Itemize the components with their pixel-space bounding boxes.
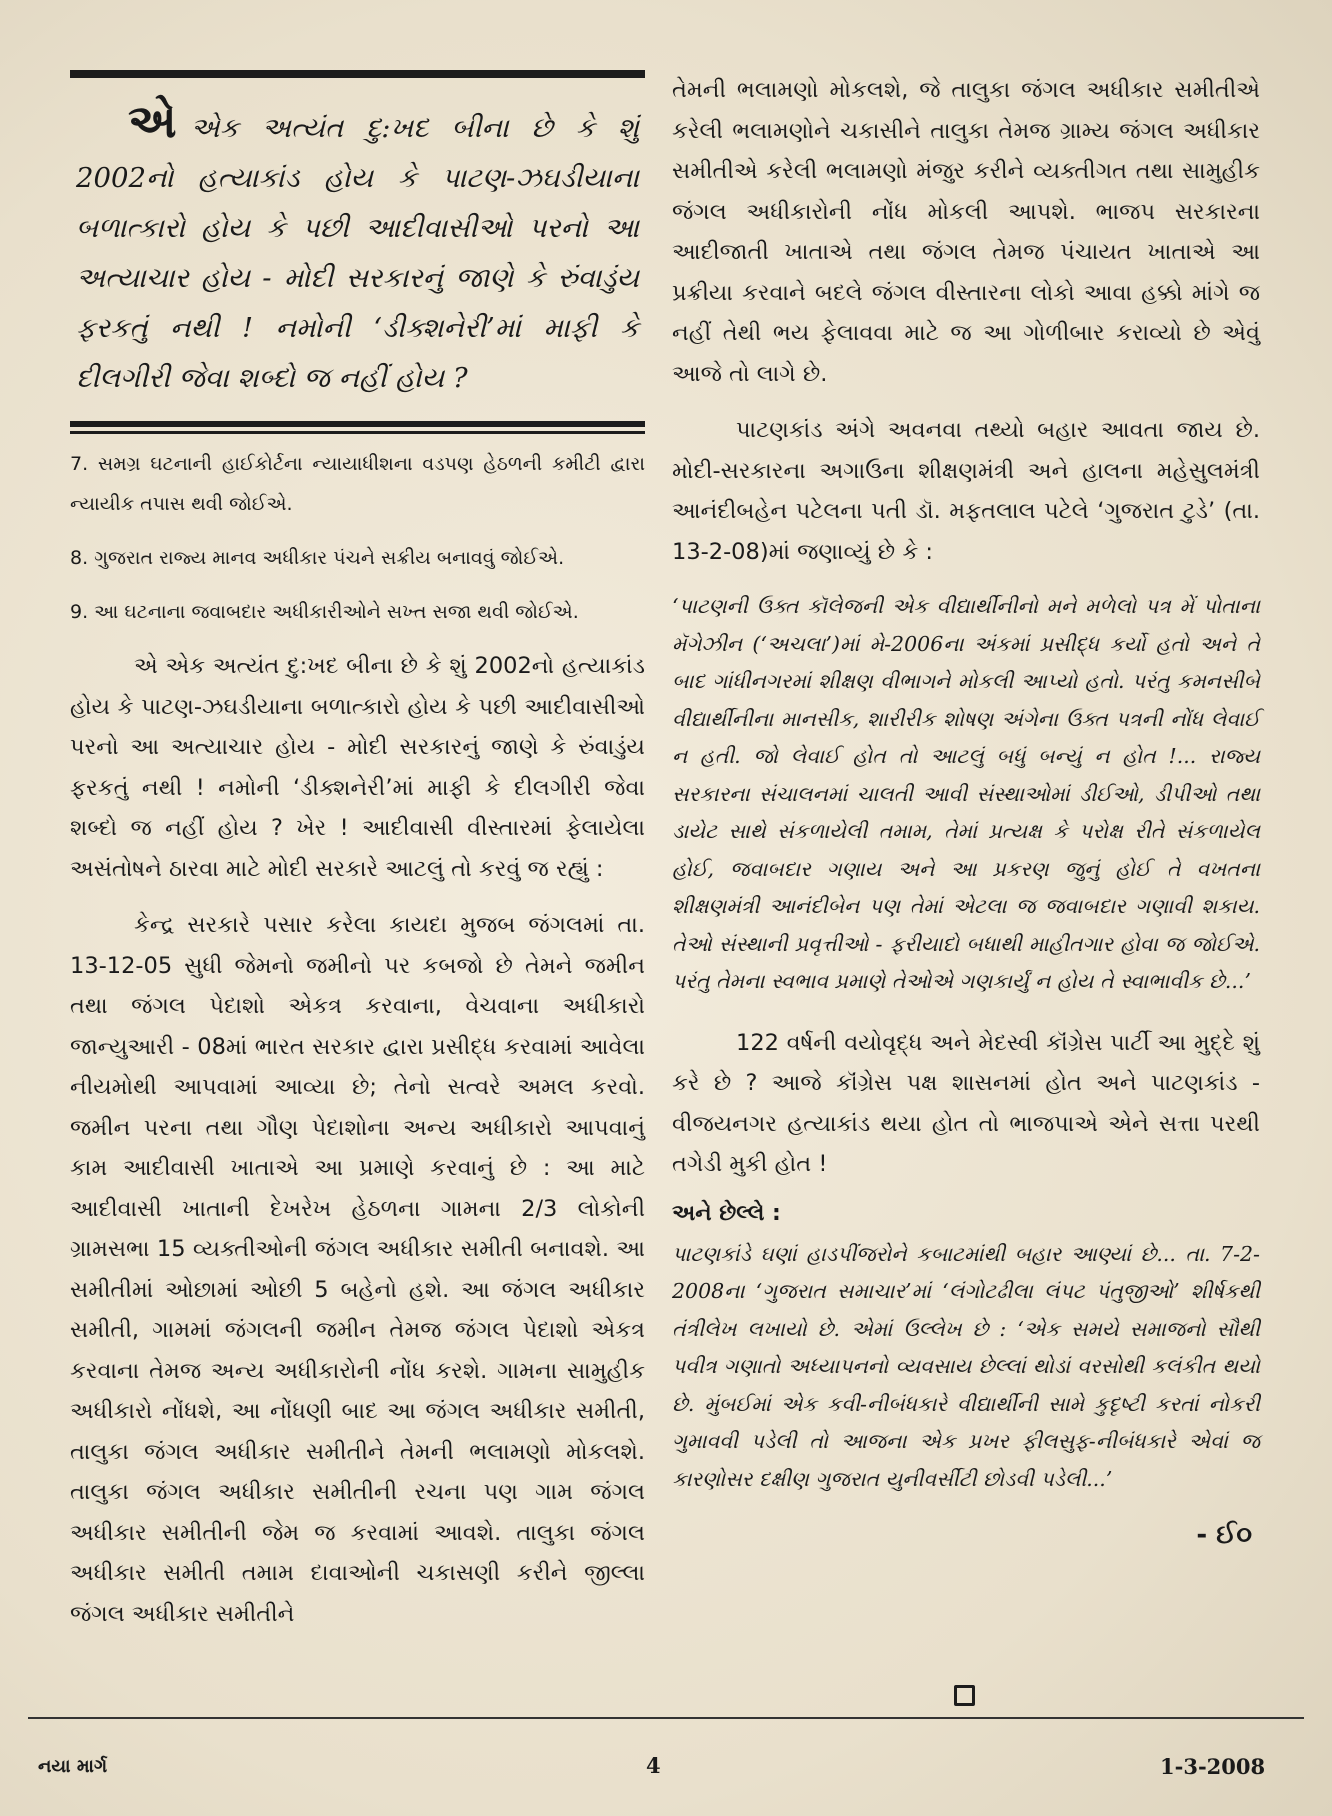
end-mark-icon (954, 1685, 975, 1706)
footer-publication: નયા માર્ગ (38, 1756, 108, 1777)
paragraph-left-1: એ એક અત્યંત દુ:ખદ બીના છે કે શું 2002નો હત્યાકાંડ હોય કે પાટણ-ઝઘડીયાના બળાત્કારો હોય કે પછી આદીવાસીઓ પરનો આ અત્યાચાર હોય - મોદી સરકારનું જાણે કે રુંવાડુંય ફરકતું નથી ! નમોની ‘ડીક્શનેરી’માં માફી કે દીલગીરી જેવા શબ્દો જ નહીં હોય ? ખેર ! આદીવાસી વીસ્તારમાં ફેલાયેલા અસંતોષને ઠારવા માટે મોદી સરકારે આટલું તો કરવું જ રહ્યું : (70, 653, 645, 882)
footer-rule (28, 1717, 1304, 1719)
pull-quote (70, 78, 645, 421)
right-column (672, 70, 1260, 1551)
pull-quote-rules (70, 421, 645, 434)
list-item-8: 8. ગુજરાત રાજ્ય માનવ અધીકાર પંચને સક્રીય બનાવવું જોઈએ. (70, 547, 565, 569)
pull-quote-initial: એ (128, 94, 177, 148)
top-rule (70, 70, 645, 78)
quote-mafatlal: ‘પાટણની ઉક્ત કૉલેજની એક વીદ્યાર્થીનીનો મને મળેલો પત્ર મેં પોતાના મૅગેઝીન (‘અચલા’)માં મે-2006ના અંકમાં પ્રસીદ્ધ કર્યો હતો અને તે બાદ ગાંધીનગરમાં શીક્ષણ વીભાગને મોકલી આપ્યો હતો. પરંતુ કમનસીબે વીદ્યાર્થીનીના માનસીક, શારીરીક શોષણ અંગેના ઉક્ત પત્રની નોંધ લેવાઈ ન હતી. જો લેવાઈ હોત તો આટલું બધું બન્યું ન હોત !... રાજ્ય સરકારના સંચાલનમાં ચાલતી આવી સંસ્થાઓમાં ડીઈઓ, ડીપીઓ તથા ડાયેટ સાથે સંકળાયેલી તમામ, તેમાં પ્રત્યક્ષ કે પરોક્ષ રીતે સંકળાયેલ હોઈ, જવાબદાર ગણાય અને આ પ્રકરણ જુનું હોઈ તે વખતના શીક્ષણમંત્રી આનંદીબેન પણ તેમાં એટલા જ જવાબદાર ગણાવી શકાય. તેઓ સંસ્થાની પ્રવૃત્તીઓ - ફરીયાદો બધાથી માહીતગાર હોવા જ જોઈએ. પરંતુ તેમના સ્વભાવ પ્રમાણે તેઓએ ગણકાર્યું ન હોય તે સ્વાભાવીક છે...’ (672, 594, 1260, 993)
left-column (70, 70, 645, 1650)
pull-quote-text: એક અત્યંત દુ:ખદ બીના છે કે શું 2002નો હત્યાકાંડ હોય કે પાટણ-ઝઘડીયાના બળાત્કારો હોય કે પછી આદીવાસીઓ પરનો આ અત્યાચાર હોય - મોદી સરકારનું જાણે કે રુંવાડુંય ફરકતું નથી ! નમોની ‘ડીક્શનેરી’માં માફી કે દીલગીરી જેવા શબ્દો જ નહીં હોય ? (76, 112, 639, 394)
author-signature: - ઈ૦ (1196, 1520, 1252, 1550)
footer-date: 1-3-2008 (1160, 1754, 1266, 1779)
paragraph-right-1: તેમની ભલામણો મોકલશે, જે તાલુકા જંગલ અધીકાર સમીતીએ કરેલી ભલામણોને ચકાસીને તાલુકા તેમજ ગ્રામ્ય જંગલ અધીકાર સમીતીએ કરેલી ભલામણો મંજુર કરીને વ્યક્તીગત તથા સામુહીક જંગલ અધીકારોની નોંધ મોકલી આપશે. ભાજપ સરકારના આદીજાતી ખાતાએ તથા જંગલ તેમજ પંચાયત ખાતાએ આ પ્રક્રીયા કરવાને બદલે જંગલ વીસ્તારના લોકો આવા હક્કો માંગે જ નહીં તેથી ભય ફેલાવવા માટે જ આ ગોળીબાર કરાવ્યો છે એવું આજે તો લાગે છે. (672, 77, 1260, 387)
footer-page-number: 4 (646, 1753, 661, 1778)
quote-gujarat-samachar: પાટણકાંડે ઘણાં હાડપીંજરોને કબાટમાંથી બહાર આણ્યાં છે... તા. 7-2-2008ના ‘ગુજરાત સમાચાર’માં ‘લંગોટઢીલા લંપટ પંતુજીઓ’ શીર્ષકથી તંત્રીલેખ લખાયો છે. એમાં ઉલ્લેખ છે : ‘એક સમયે સમાજનો સૌથી પવીત્ર ગણાતો અધ્યાપનનો વ્યવસાય છેલ્લાં થોડાં વરસોથી કલંકીત થયો છે. મુંબઈમાં એક કવી-નીબંધકારે વીદ્યાર્થીની સામે કુદૃષ્ટી કરતાં નોકરી ગુમાવવી પડેલી તો આજના એક પ્રખર ફીલસુફ-નીબંધકારે એવાં જ કારણોસર દક્ષીણ ગુજરાત યુનીવર્સીટી છોડવી પડેલી...’ (672, 1241, 1260, 1491)
rule-thick (70, 421, 645, 427)
list-item-9: 9. આ ઘટનાના જવાબદાર અધીકારીઓને સખ્ત સજા થવી જોઈએ. (70, 601, 579, 623)
paragraph-congress: 122 વર્ષની વયોવૃદ્ધ અને મેદસ્વી કૉંગ્રેસ પાર્ટી આ મુદ્દે શું કરે છે ? આજે કૉંગ્રેસ પક્ષ શાસનમાં હોત અને પાટણકાંડ - વીજયનગર હત્યાકાંડ થયા હોત તો ભાજપાએ એને સત્તા પરથી તગેડી મુકી હોત ! (672, 1029, 1260, 1177)
paragraph-right-2: પાટણકાંડ અંગે અવનવા તથ્યો બહાર આવતા જાય છે. મોદી-સરકારના અગાઉના શીક્ષણમંત્રી અને હાલના મહેસુલમંત્રી આનંદીબહેન પટેલના પતી ડૉ. મફતલાલ પટેલે ‘ગુજરાત ટુડે’ (તા. 13-2-08)માં જણાવ્યું છે કે : (672, 417, 1260, 565)
rule-thin (70, 431, 645, 434)
paragraph-left-2: કેન્દ્ર સરકારે પસાર કરેલા કાયદા મુજબ જંગલમાં તા. 13-12-05 સુધી જેમનો જમીનો પર કબજો છે તેમને જમીન તથા જંગલ પેદાશો એકત્ર કરવાના, વેચવાના અધીકારો જાન્યુઆરી - 08માં ભારત સરકાર દ્વારા પ્રસીદ્ધ કરવામાં આવેલા નીયમોથી આપવામાં આવ્યા છે; તેનો સત્વરે અમલ કરવો. જમીન પરના તથા ગૌણ પેદાશોના અન્ય અધીકારો આપવાનું કામ આદીવાસી ખાતાએ આ પ્રમાણે કરવાનું છે : આ માટે આદીવાસી ખાતાની દેખરેખ હેઠળના ગામના 2/3 લોકોની ગ્રામસભા 15 વ્યક્તીઓની જંગલ અધીકાર સમીતી બનાવશે. આ સમીતીમાં ઓછામાં ઓછી 5 બહેનો હશે. આ જંગલ અધીકાર સમીતી, ગામમાં જંગલની જમીન તેમજ જંગલ પેદાશો એકત્ર કરવાના તેમજ અન્ય અધીકારોની નોંધ કરશે. ગામના સામુહીક અધીકારો નોંધશે, આ નોંધણી બાદ આ જંગલ અધીકાર સમીતી, તાલુકા જંગલ અધીકાર સમીતીને તેમની ભલામણો મોકલશે. તાલુકા જંગલ અધીકાર સમીતીની રચના પણ ગામ જંગલ અધીકાર સમીતીની જેમ જ કરવામાં આવશે. તાલુકા જંગલ અધીકાર સમીતી તમામ દાવાઓની ચકાસણી કરીને જીલ્લા જંગલ અધીકાર સમીતીને (70, 912, 645, 1627)
list-item-7: 7. સમગ્ર ઘટનાની હાઈકોર્ટના ન્યાયાધીશના વડપણ હેઠળની કમીટી દ્વારા ન્યાયીક તપાસ થવી જોઈએ. (70, 453, 645, 515)
heading-last: અને છેલ્લે : (672, 1200, 781, 1226)
